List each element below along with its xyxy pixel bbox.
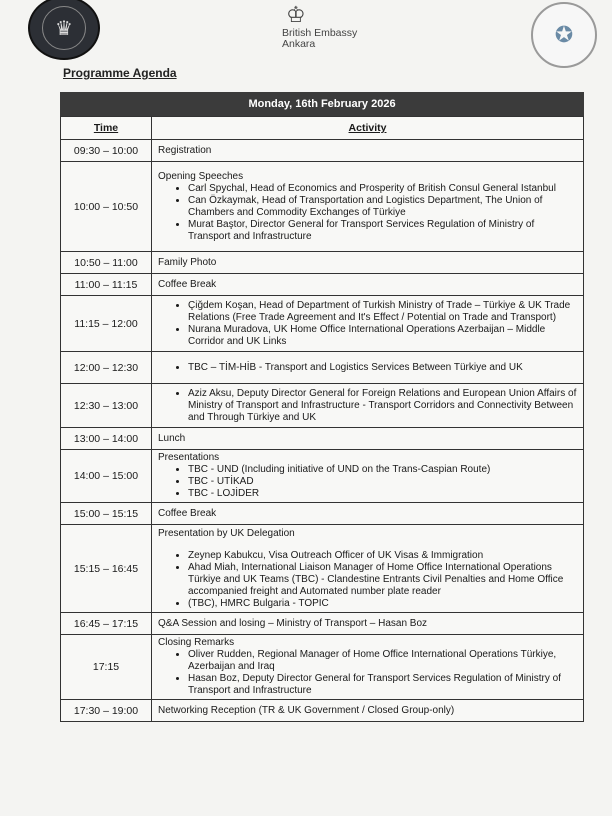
activity-cell [152,296,584,352]
table-row [61,700,584,722]
table-row [61,296,584,352]
activity-title: Family Photo [158,256,217,268]
list-item: • Nurana Muradova, UK Home Office International Operations Azerbaijan – Middle Corridor and UK Links [188,324,577,348]
activity-title: Lunch [158,432,186,444]
time-cell: 13:00 – 14:00 [61,428,152,450]
agenda-table [60,116,584,722]
time-cell: 17:15 [61,635,152,700]
list-item: • Ahad Miah, International Liaison Manager of Home Office International Operations Türkiye and UK Teams (TBC) - Clandestine Entrants Civil Penalties and Home Office accompanied freight and Automated number plate reader [188,562,577,598]
table-row [61,613,584,635]
activity-title: Opening Speeches [158,170,244,182]
speaker-list [158,464,577,500]
activity-cell [152,140,584,162]
organization-logo [28,0,100,60]
activity-cell [152,274,584,296]
globe-icon: ✪ [554,22,574,47]
list-item: • Hasan Boz, Deputy Director General for Transport Services Regulation of Ministry of Transport and Infrastructure [188,673,577,697]
table-row [61,428,584,450]
speaker-list [158,362,577,374]
list-item: • TBC - UTİKAD [188,476,577,488]
table-row [61,274,584,296]
speaker-list [158,649,577,697]
activity-title: Coffee Break [158,278,217,290]
activity-title: Registration [158,144,212,156]
activity-title: Closing Remarks [158,637,235,648]
list-item: • TBC - LOJİDER [188,488,577,500]
activity-cell [152,613,584,635]
time-cell: 15:15 – 16:45 [61,525,152,613]
activity-cell [152,700,584,722]
embassy-city: Ankara [282,38,316,50]
page-title: Programme Agenda [63,66,177,80]
list-item: • Çiğdem Koşan, Head of Department of Turkish Ministry of Trade – Türkiye & UK Trade Relations (Free Trade Agreement and It's Effect / Potential on Trade and Transport) [188,300,577,324]
activity-cell [152,450,584,503]
list-item: • Can Özkaymak, Head of Transportation and Logistics Department, The Union of Chambers and Commodity Exchanges of Türkiye [188,195,577,219]
time-cell: 11:00 – 11:15 [61,274,152,296]
time-cell: 14:00 – 15:00 [61,450,152,503]
activity-title: Presentations [158,452,220,463]
embassy-header [282,2,382,50]
partner-seal-logo [531,2,597,68]
speaker-list [158,388,577,424]
table-row [61,635,584,700]
activity-cell [152,162,584,252]
table-row [61,352,584,384]
time-cell: 10:00 – 10:50 [61,162,152,252]
activity-title: Networking Reception (TR & UK Government / Closed Group-only) [158,704,455,716]
activity-title: Presentation by UK Delegation [158,527,295,539]
royal-coat-of-arms-icon: ♔ [286,2,306,27]
table-row [61,503,584,525]
list-item: • Carl Spychal, Head of Economics and Prosperity of British Consul General Istanbul [188,183,577,195]
embassy-name: British Embassy [282,27,358,39]
time-column-header: Time [61,117,152,140]
table-row [61,525,584,613]
list-item: • (TBC), HMRC Bulgaria - TOPIC [188,598,577,610]
table-header-row [61,117,584,140]
activity-column-header: Activity [152,117,584,140]
activity-cell [152,252,584,274]
activity-title: Coffee Break [158,507,217,519]
table-row [61,450,584,503]
table-row [61,140,584,162]
table-row [61,162,584,252]
activity-cell [152,352,584,384]
activity-cell [152,503,584,525]
time-cell: 16:45 – 17:15 [61,613,152,635]
list-item: • Aziz Aksu, Deputy Director General for Foreign Relations and European Union Affairs of Ministry of Transport and Infrastructure - Transport Corridors and Connectivity Between and Through Türkiye and UK [188,388,577,424]
time-cell: 09:30 – 10:00 [61,140,152,162]
crest-icon: ♛ [42,6,86,50]
list-item: • Oliver Rudden, Regional Manager of Home Office International Operations Türkiye, Azerbaijan and Iraq [188,649,577,673]
list-item: • TBC – TİM-HİB - Transport and Logistics Services Between Türkiye and UK [188,362,577,374]
list-item: • Murat Baştor, Director General for Transport Services Regulation of Ministry of Transport and Infrastructure [188,219,577,243]
time-cell: 12:00 – 12:30 [61,352,152,384]
activity-title: Q&A Session and losing – Ministry of Transport – Hasan Boz [158,617,428,629]
table-row [61,384,584,428]
activity-cell [152,384,584,428]
date-banner: Monday, 16th February 2026 [60,92,584,116]
activity-cell [152,428,584,450]
list-item: • Zeynep Kabukcu, Visa Outreach Officer of UK Visas & Immigration [188,550,577,562]
list-item: • TBC - UND (Including initiative of UND on the Trans-Caspian Route) [188,464,577,476]
time-cell: 15:00 – 15:15 [61,503,152,525]
speaker-list [158,183,577,243]
speaker-list [158,550,577,610]
time-cell: 10:50 – 11:00 [61,252,152,274]
table-row [61,252,584,274]
time-cell: 17:30 – 19:00 [61,700,152,722]
time-cell: 11:15 – 12:00 [61,296,152,352]
activity-cell [152,635,584,700]
time-cell: 12:30 – 13:00 [61,384,152,428]
activity-cell [152,525,584,613]
speaker-list [158,300,577,348]
